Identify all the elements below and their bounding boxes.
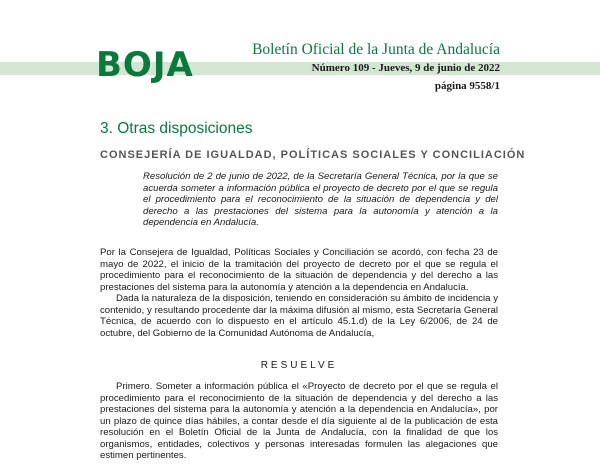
body-paragraph-2: Dada la naturaleza de la disposición, teniendo en consideración su ámbito de incidencia y contenido, y resultando procedente dar la máxima difusión al mismo, esta Secretaría General Técnica, de acuerdo con lo dispuesto en el artículo 45.1.d) de la Ley 6/2006, de 24 de octubre, del Gobierno de la Comunidad Autónoma de Andalucía, [100, 293, 498, 339]
department-title: CONSEJERÍA DE IGUALDAD, POLÍTICAS SOCIALES Y CONCILIACIÓN [100, 149, 526, 161]
section-title: 3. Otras disposiciones [100, 120, 253, 137]
body-paragraph-3: Primero. Someter a información pública el «Proyecto de decreto por el que se regula el procedimiento para el reconocimiento de la situación de dependencia y del derecho a las prestaciones del sistema para la autonomía y atención a la dependencia en Andalucía», por un plazo de quince días hábiles, a contar desde el día siguiente al de la publicación de esta resolución en el Boletín Oficial de la Junta de Andalucía, con la finalidad de que los organismos, entidades, colectivos y personas interesadas formulen las alegaciones que estimen pertinentes. [100, 381, 498, 461]
resuelve-heading: RESUELVE [260, 360, 338, 371]
header-band [0, 62, 600, 75]
boja-logo: BOJA [96, 45, 194, 85]
issue-info: Número 109 - Jueves, 9 de junio de 2022 [311, 62, 500, 74]
bulletin-title: Boletín Oficial de la Junta de Andalucía [252, 41, 500, 58]
body-paragraph-1: Por la Consejera de Igualdad, Políticas Sociales y Conciliación se acordó, con fecha 23 de mayo de 2022, el inicio de la tramitación del proyecto de decreto por el que se regula el procedimiento para el reconocimiento de la situación de dependencia y del derecho a las prestaciones del sistema para la autonomía y atención a la dependencia en Andalucía. [100, 247, 498, 293]
page-number: página 9558/1 [434, 80, 500, 92]
resolution-summary: Resolución de 2 de junio de 2022, de la Secretaría General Técnica, por la que se acuerda someter a información pública el proyecto de decreto por el que se regula el procedimiento para el reconocimiento de la situación de dependencia y del derecho a las prestaciones del sistema para la autonomía y atención a la dependencia en Andalucía. [143, 171, 498, 229]
